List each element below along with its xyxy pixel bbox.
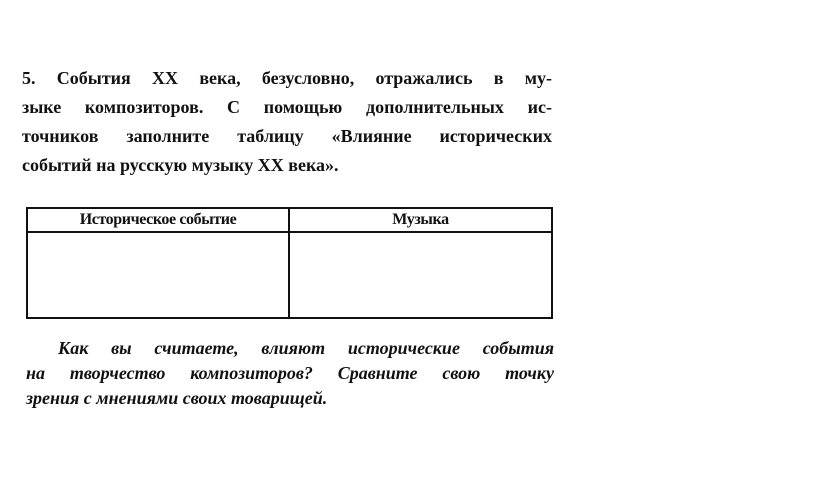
question-line-3: зрения с мнениями своих товарищей. (26, 388, 328, 408)
question-line-2: на творчество композиторов? Сравните свою точку (26, 363, 554, 383)
table-cell-historical-event (27, 232, 289, 318)
task-line-3: точников заполните таблицу «Влияние исторических (22, 126, 552, 146)
task-line-4: событий на русскую музыку XX века». (22, 155, 339, 175)
question-line-1: Как вы считаете, влияют исторические события (58, 338, 554, 358)
task-line-2: зыке композиторов. С помощью дополнительных ис- (22, 97, 552, 117)
task-text (22, 64, 552, 180)
task-line-1 (22, 64, 552, 93)
fill-in-table (26, 207, 553, 319)
discussion-question (26, 336, 554, 411)
task-line-1-text: События XX века, безусловно, отражались в му- (56, 68, 553, 88)
table-row (27, 232, 552, 318)
column-header-historical-event: Историческое событие (27, 208, 289, 232)
task-number: 5. (22, 68, 36, 88)
column-header-music: Музыка (289, 208, 552, 232)
table-header-row (27, 208, 552, 232)
table-cell-music (289, 232, 552, 318)
